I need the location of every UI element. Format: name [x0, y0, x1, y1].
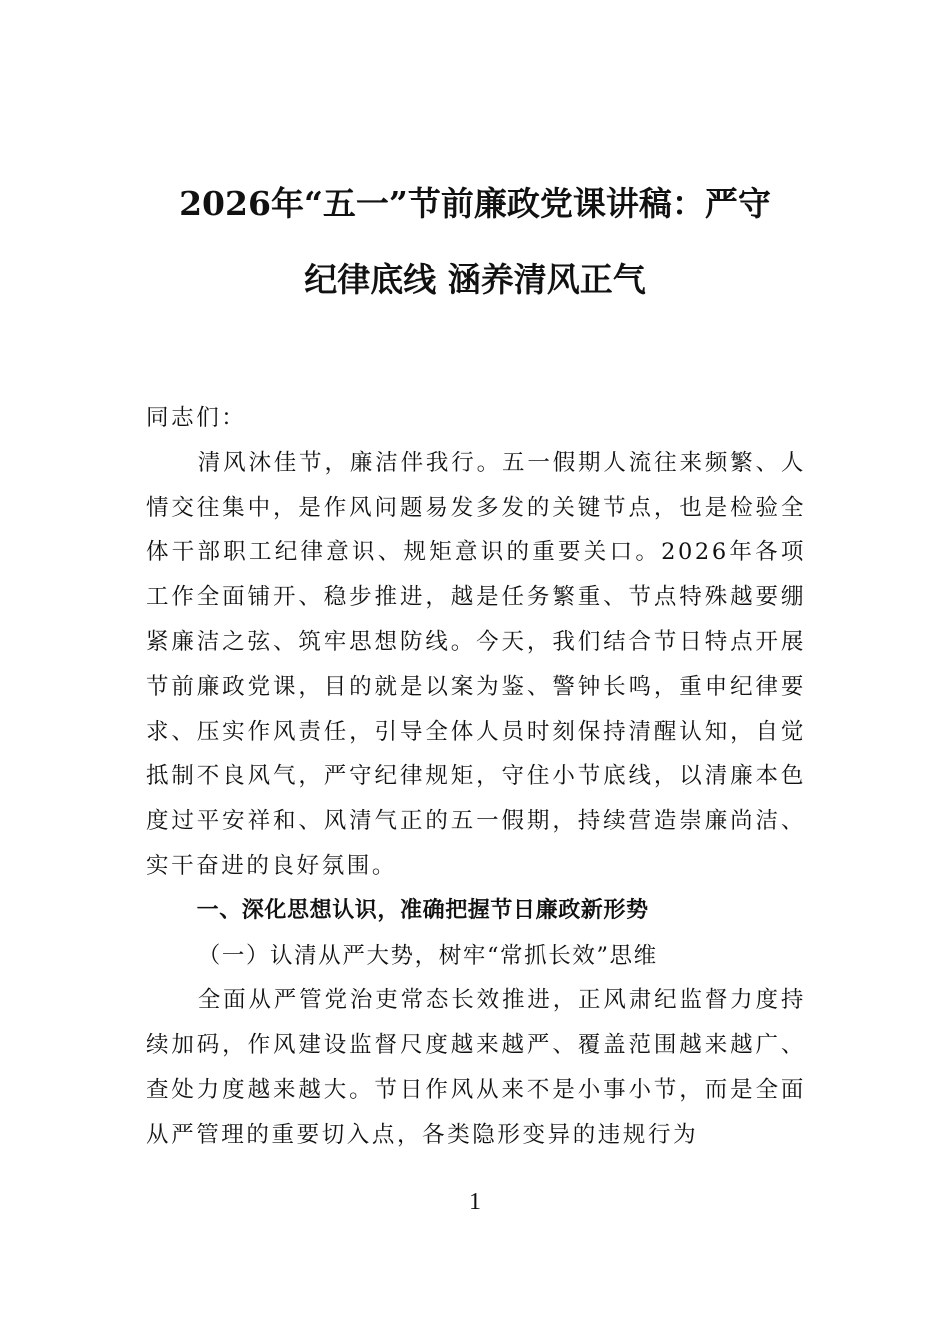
subsection-heading-1: （一）认清从严大势，树牢“常抓长效”思维: [197, 942, 658, 969]
document-body: [146, 396, 806, 1158]
document-title: [145, 166, 805, 318]
body-paragraph-2: 全面从严管党治吏常态长效推进，正风肃纪监督力度持续加码，作风建设监督尺度越来越严、覆盖范围越来越广、查处力度越来越大。节日作风从来不是小事小节，而是全面从严管理的重要切入点，各类隐形变异的违规行为: [146, 987, 806, 1148]
salutation: 同志们：: [146, 405, 247, 431]
title-line-1: 2026年“五一”节前廉政党课讲稿：严守: [179, 184, 771, 223]
section-heading-1: 一、深化思想认识，准确把握节日廉政新形势: [196, 897, 649, 923]
opening-paragraph: 清风沐佳节，廉洁伴我行。五一假期人流往来频繁、人情交往集中，是作风问题易发多发的关键节点，也是检验全体干部职工纪律意识、规矩意识的重要关口。2026年各项工作全面铺开、稳步推进，越是任务繁重、节点特殊越要绷紧廉洁之弦、筑牢思想防线。今天，我们结合节日特点开展节前廉政党课，目的就是以案为鉴、警钟长鸣，重申纪律要求、压实作风责任，引导全体人员时刻保持清醒认知，自觉抵制不良风气，严守纪律规矩，守住小节底线，以清廉本色度过平安祥和、风清气正的五一假期，持续营造崇廉尚洁、实干奋进的良好氛围。: [146, 449, 806, 879]
page-number: 1: [469, 1189, 481, 1215]
title-line-2: 纪律底线 涵养清风正气: [304, 260, 646, 299]
